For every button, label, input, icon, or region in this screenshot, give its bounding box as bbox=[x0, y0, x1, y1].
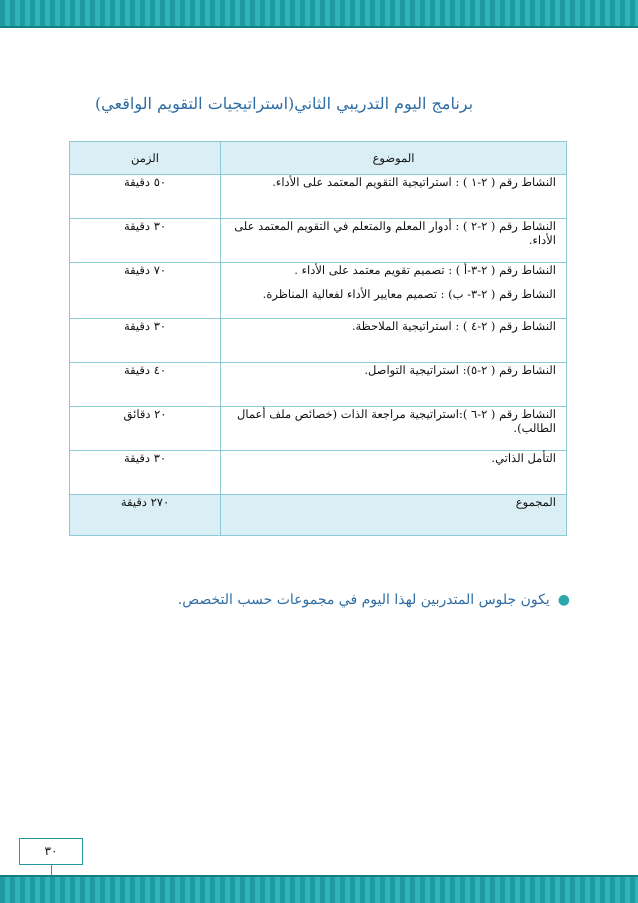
table-row bbox=[70, 319, 567, 363]
activity-topic bbox=[221, 319, 567, 363]
activity-time: ٢٠ دقائق bbox=[70, 407, 221, 451]
page-number: ٣٠ bbox=[19, 838, 83, 865]
activity-time: ٧٠ دقيقة bbox=[70, 263, 221, 319]
activity-topic bbox=[221, 263, 567, 319]
table-row bbox=[70, 175, 567, 219]
bullet-icon: ● bbox=[557, 592, 570, 608]
table-header-row bbox=[70, 142, 567, 175]
header-topic: الموضوع bbox=[221, 142, 567, 175]
activity-topic bbox=[221, 363, 567, 407]
note-text: يكون جلوس المتدربين لهذا اليوم في مجموعات حسب التخصص. bbox=[177, 592, 550, 608]
table-row bbox=[70, 363, 567, 407]
activity-line: النشاط رقم ( ٢-٦ ):استراتيجية مراجعة الذات (خصائص ملف أعمال الطالب). bbox=[237, 407, 556, 435]
activity-topic bbox=[221, 407, 567, 451]
page-number-tick bbox=[51, 865, 52, 875]
table-row bbox=[70, 451, 567, 495]
activity-time: ٣٠ دقيقة bbox=[70, 451, 221, 495]
activity-time: ٣٠ دقيقة bbox=[70, 319, 221, 363]
activity-line: النشاط رقم ( ٢-٢ ) : أدوار المعلم والمتعلم في التقويم المعتمد على الأداء. bbox=[234, 219, 556, 247]
table-row bbox=[70, 219, 567, 263]
activity-topic bbox=[221, 451, 567, 495]
activity-time: ٥٠ دقيقة bbox=[70, 175, 221, 219]
activity-time: ٣٠ دقيقة bbox=[70, 219, 221, 263]
total-label: المجموع bbox=[221, 495, 567, 536]
total-time: ٢٧٠ دقيقة bbox=[70, 495, 221, 536]
schedule-table bbox=[69, 141, 567, 536]
table-row bbox=[70, 407, 567, 451]
top-decorative-band bbox=[0, 0, 638, 26]
note bbox=[150, 592, 570, 608]
bottom-decorative-band bbox=[0, 877, 638, 903]
top-band-edge bbox=[0, 26, 638, 28]
activity-topic bbox=[221, 219, 567, 263]
total-row bbox=[70, 495, 567, 536]
activity-line: التأمل الذاتي. bbox=[491, 451, 556, 465]
activity-topic bbox=[221, 175, 567, 219]
activity-line: النشاط رقم ( ٢-٤ ) : استراتيجية الملاحظة. bbox=[351, 319, 556, 333]
activity-line: النشاط رقم ( ٢-٣- ب) : تصميم معايير الأداء لفعالية المناظرة. bbox=[262, 287, 556, 301]
activity-time: ٤٠ دقيقة bbox=[70, 363, 221, 407]
activity-line: النشاط رقم ( ٢-٥): استراتيجية التواصل. bbox=[364, 363, 556, 377]
activity-line: النشاط رقم ( ٢-١ ) : استراتيجية التقويم المعتمد على الأداء. bbox=[272, 175, 556, 189]
activity-line: النشاط رقم ( ٢-٣-أ ) : تصميم تقويم معتمد على الأداء . bbox=[294, 263, 556, 277]
page-title: برنامج اليوم التدريبي الثاني(استراتيجيات التقويم الواقعي) bbox=[94, 94, 474, 113]
header-time: الزمن bbox=[70, 142, 221, 175]
table-row bbox=[70, 263, 567, 319]
